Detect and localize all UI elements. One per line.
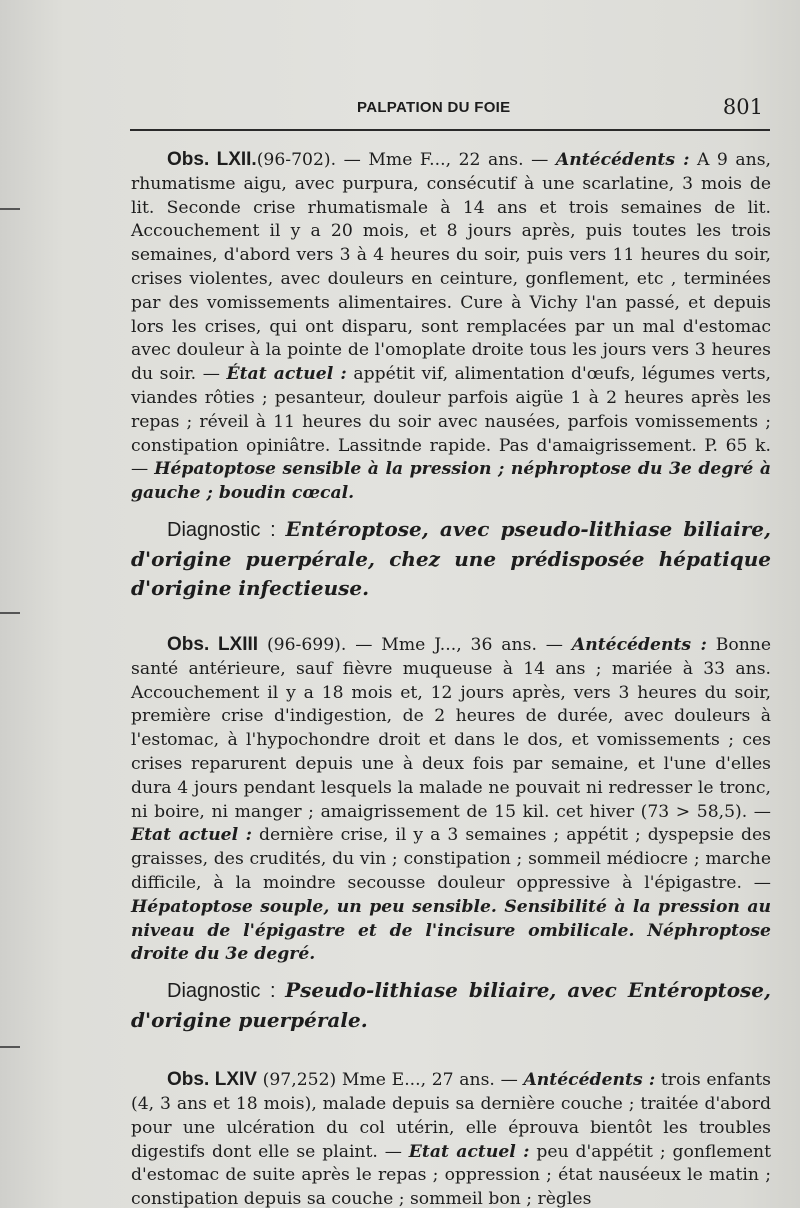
diagnostic-text: Pseudo-lithiase biliaire, avec Entéroptose, d'origine puerpérale.: [131, 978, 771, 1033]
antecedents-label: Antécédents :: [523, 1070, 656, 1091]
margin-mark: [0, 612, 20, 614]
observation-lxiv: [131, 1068, 771, 1208]
diagnostic-lxii: [131, 515, 771, 603]
clinical-findings: Hépatoptose souple, un peu sensible. Sensibilité à la pression au niveau de l'épigastre et de l'incisure ombilicale. Néphroptose droite du 3e degré.: [131, 896, 771, 965]
observation-reference: (96-702). — Mme F..., 22 ans. —: [256, 150, 556, 170]
observation-current-state: dernière crise, il y a 3 semaines ; appétit ; dyspepsie des graisses, des crudités, du vin ; constipation ; sommeil médiocre ; marche difficile, à la moindre secousse douleur oppressive à l'épigastre. —: [131, 825, 771, 893]
margin-mark: [0, 208, 20, 210]
margin-mark: [0, 1046, 20, 1048]
observation-lxii: [131, 148, 771, 506]
running-head: [130, 95, 770, 131]
observation-label: Obs. LXII.: [167, 149, 257, 170]
observation-lxiii: [131, 633, 771, 967]
observation-history: Bonne santé antérieure, sauf fièvre muqueuse à 14 ans ; mariée à 33 ans. Accouchement il y a 18 mois et, 12 jours après, vers 3 heures du soir, première crise d'indigestion, de 2 heures de durée, avec douleurs à l'estomac, à l'hypochondre droit et dans le dos, et vomissements ; ces crises reparurent depuis une à deux fois par semaine, et l'une d'elles dura 4 jours pendant lesquels la malade ne pouvait ni redresser le tronc, ni boire, ni manger ; amaigrissement de 15 kil. cet hiver (73 > 58,5). —: [131, 634, 772, 822]
clinical-findings: Hépatoptose sensible à la pression ; néphroptose du 3e degré à gauche ; boudin cœcal.: [131, 459, 771, 504]
antecedents-label: Antécédents :: [555, 150, 690, 170]
current-state-label: Etat actuel :: [408, 1141, 530, 1162]
diagnostic-text: Entéroptose, avec pseudo-lithiase biliaire, d'origine puerpérale, chez une prédisposée hépatique d'origine infectieuse.: [131, 516, 771, 600]
observation-label: Obs. LXIV: [167, 1069, 257, 1091]
page-number: 801: [722, 95, 763, 119]
observation-current-state: peu d'appétit ; gonflement d'estomac de suite après le repas ; oppression ; état nauséeux le matin ; constipation depuis sa couche ; sommeil bon ; règles: [131, 1141, 771, 1208]
diagnostic-label: Diagnostic :: [167, 518, 286, 541]
observation-history: trois enfants (4, 3 ans et 18 mois), malade depuis sa dernière couche ; traitée d'abord pour une ulcération du col utérin, elle éprouva bientôt les troubles digestifs dont elle se plaint. —: [131, 1070, 771, 1162]
observation-history: A 9 ans, rhumatisme aigu, avec purpura, consécutif à une scarlatine, 3 mois de lit. Seconde crise rhumatismale à 14 ans et trois semaines de lit. Accouchement il y a 20 mois, et 8 jours après, puis toutes les trois semaines, d'abord vers 3 à 4 heures du soir, puis vers 11 heures du soir, crises violentes, avec douleurs en ceinture, gonflement, etc , terminées par des vomissements alimentaires. Cure à Vichy l'an passé, et depuis lors les crises, qui ont disparu, sont remplacées par un mal d'estomac avec douleur à la pointe de l'omoplate droite tous les jours vers 3 heures du soir. —: [131, 150, 772, 385]
observation-label: Obs. LXIII: [167, 633, 259, 655]
page-body: [131, 148, 771, 1208]
running-title: PALPATION DU FOIE: [357, 99, 511, 116]
observation-current-state: appétit vif, alimentation d'œufs, légumes verts, viandes rôties ; pesanteur, douleur parfois aigüe 1 à 2 heures après les repas ; réveil à 11 heures du soir avec nausées, parfois vomissements ; constipation opiniâtre. Lassitnde rapide. Pas d'amaigrissement. P. 65 k. —: [131, 364, 771, 480]
current-state-label: État actuel :: [226, 364, 347, 385]
observation-reference: (96-699). — Mme J..., 36 ans. —: [258, 634, 572, 655]
diagnostic-lxiii: [131, 976, 771, 1035]
antecedents-label: Antécédents :: [571, 634, 707, 655]
observation-reference: (97,252) Mme E..., 27 ans. —: [256, 1070, 524, 1091]
diagnostic-label: Diagnostic :: [167, 980, 286, 1003]
current-state-label: Etat actuel :: [131, 825, 253, 846]
